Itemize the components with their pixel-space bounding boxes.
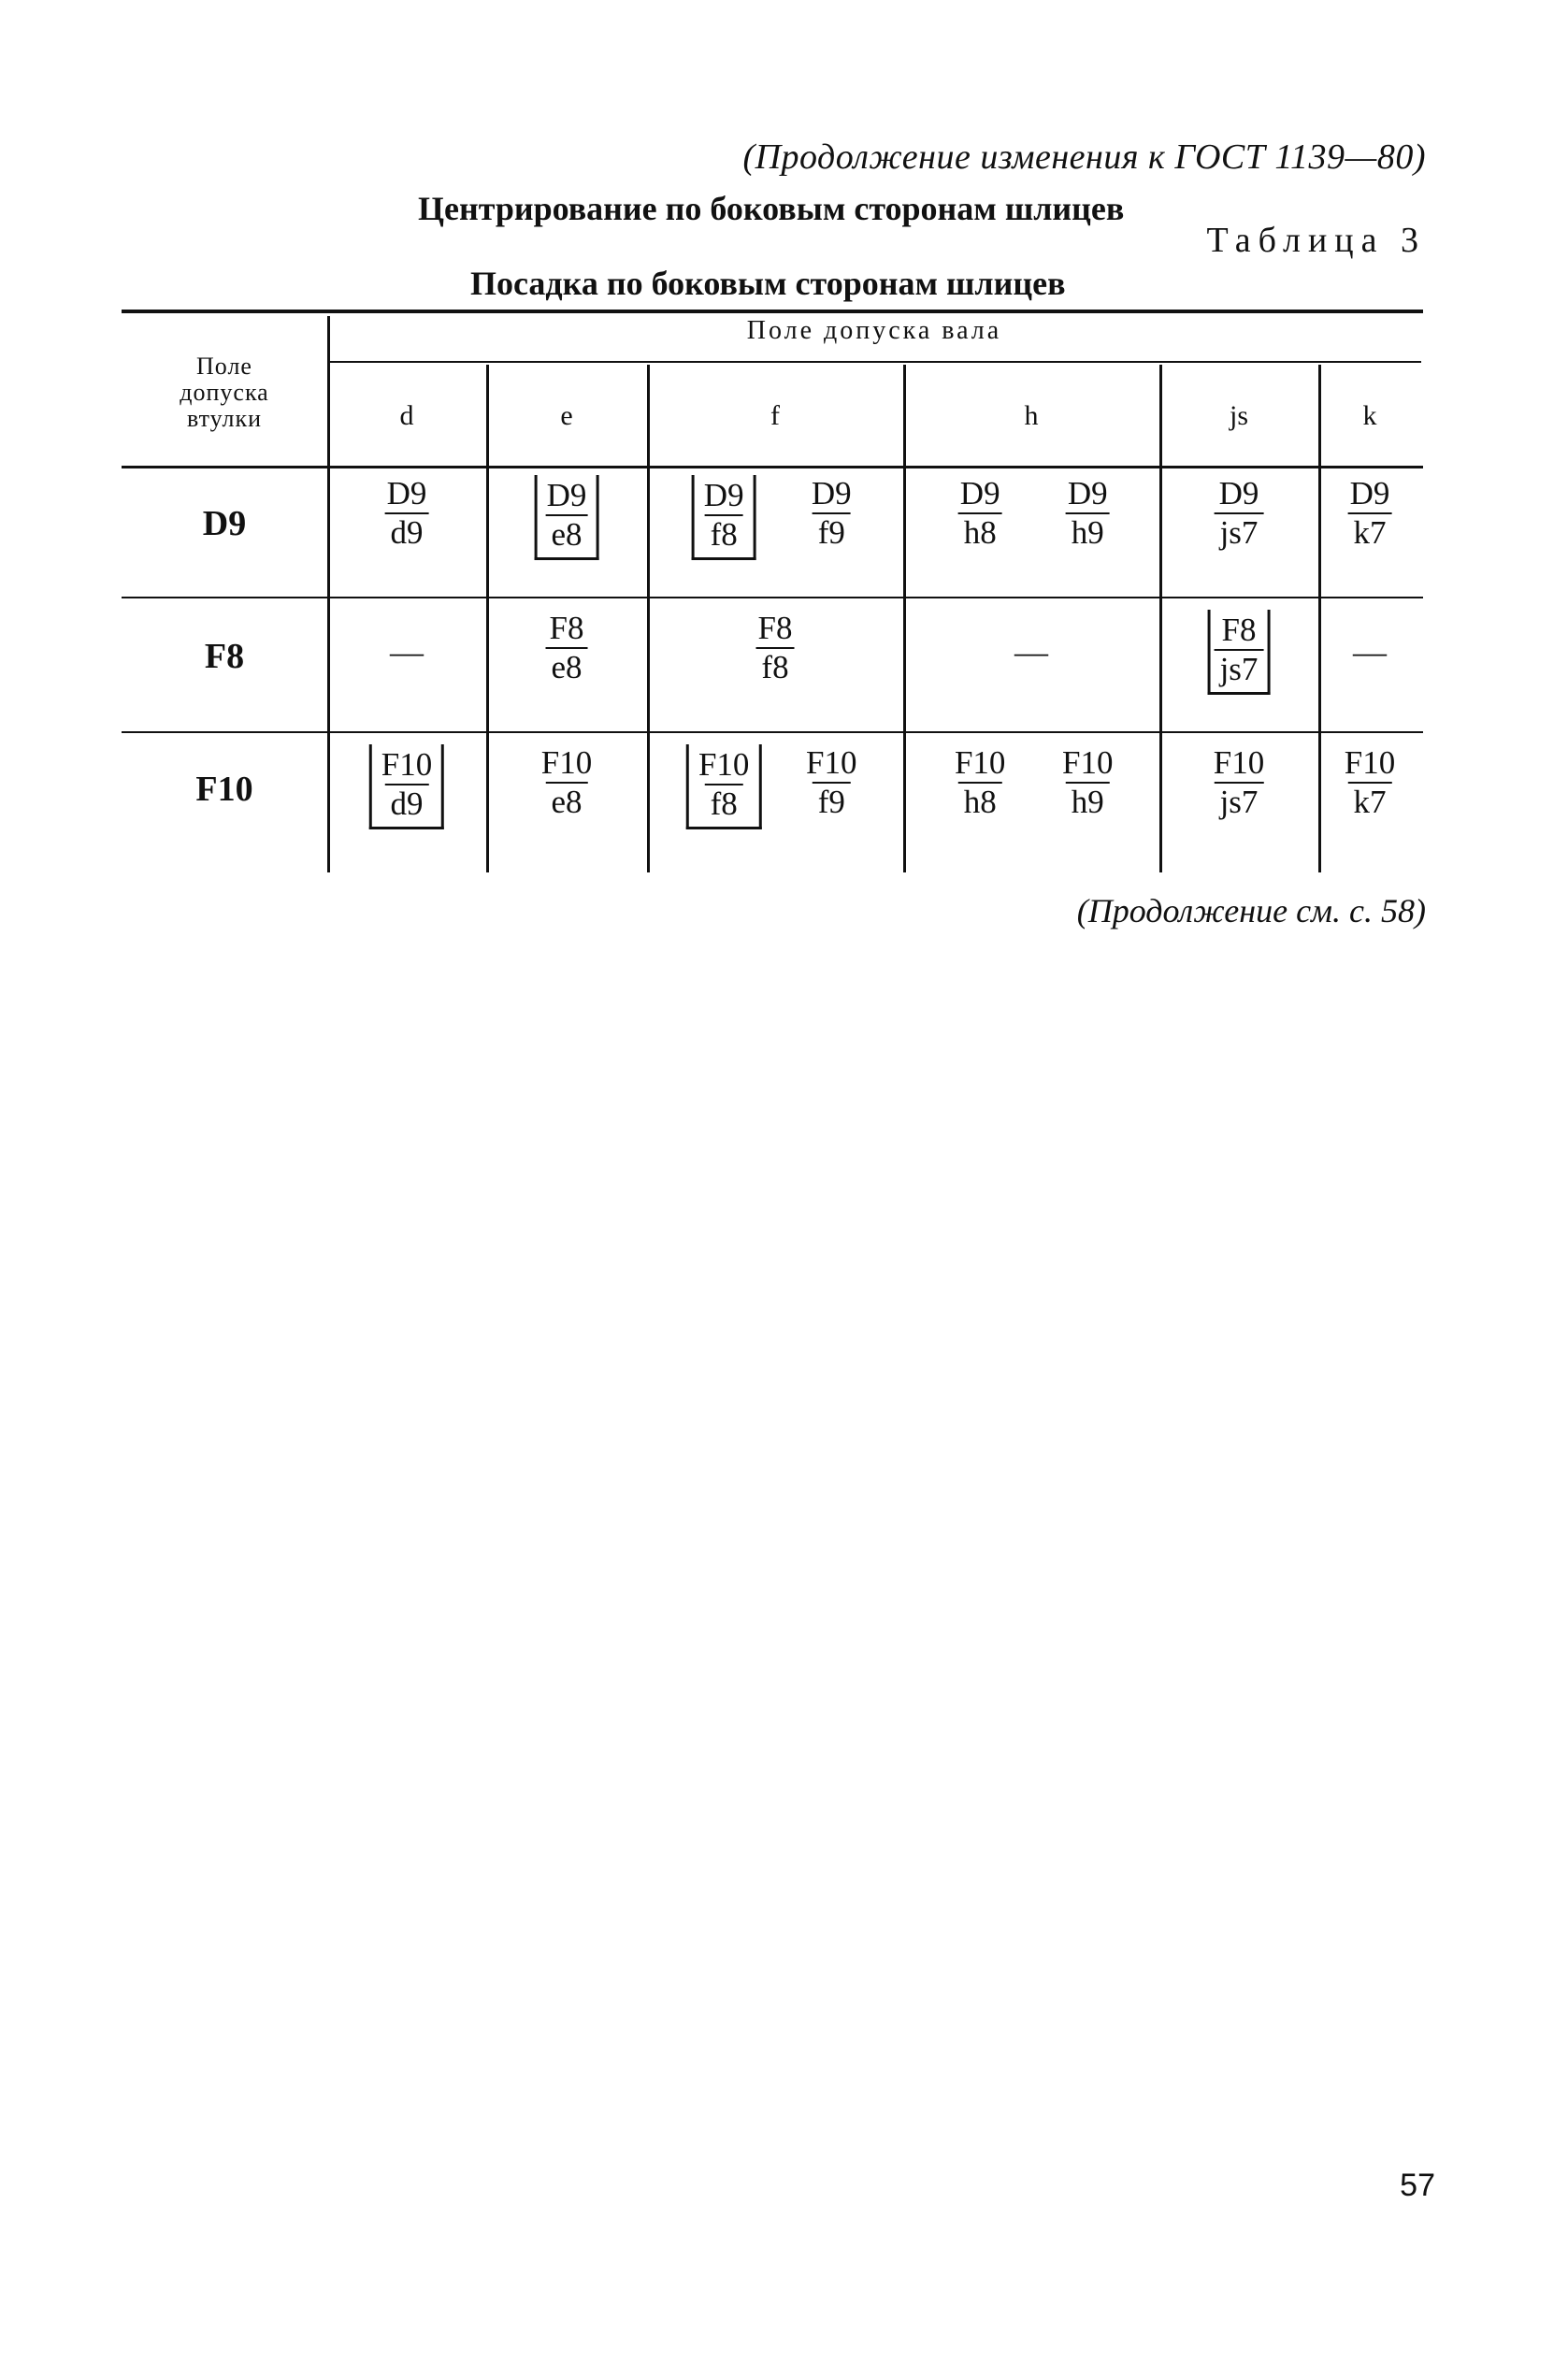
fit-fraction bbox=[1339, 744, 1401, 821]
fit-hole-tolerance: F10 bbox=[1213, 744, 1265, 781]
preferred-fit-box bbox=[369, 744, 444, 829]
fit-hole-tolerance: D9 bbox=[1067, 475, 1108, 512]
hub-tolerance-header-line: допуска bbox=[180, 379, 269, 406]
fit-shaft-tolerance: h8 bbox=[958, 512, 1002, 552]
column-label-e: e bbox=[560, 400, 573, 431]
column-label-k: k bbox=[1362, 400, 1377, 431]
header-note: (Продолжение изменения к ГОСТ 1139—80) bbox=[742, 137, 1426, 177]
empty-cell-dash: — bbox=[1014, 633, 1048, 670]
fit-hole-tolerance: D9 bbox=[546, 477, 587, 513]
fit-hole-tolerance: D9 bbox=[1218, 475, 1259, 512]
body-left-divider bbox=[327, 468, 330, 872]
fit-hole-tolerance: F8 bbox=[549, 610, 584, 646]
fit-shaft-tolerance: e8 bbox=[545, 514, 587, 554]
fit-shaft-tolerance: f8 bbox=[755, 647, 794, 686]
empty-cell-dash: — bbox=[1353, 633, 1387, 670]
table-number: Таблица 3 bbox=[1206, 221, 1426, 260]
fit-fraction bbox=[544, 610, 590, 686]
column-label-d: d bbox=[399, 400, 414, 431]
empty-cell-dash: — bbox=[390, 633, 424, 670]
fit-fraction bbox=[955, 475, 1006, 552]
column-divider bbox=[486, 365, 489, 872]
fit-fraction bbox=[806, 475, 857, 552]
shaft-header-rule bbox=[327, 361, 1421, 363]
fit-fraction bbox=[949, 744, 1011, 821]
fit-hole-tolerance: F10 bbox=[1344, 744, 1396, 781]
column-divider bbox=[1159, 365, 1162, 872]
fit-shaft-tolerance: k7 bbox=[1348, 782, 1392, 821]
fit-shaft-tolerance: js7 bbox=[1215, 649, 1264, 688]
fit-shaft-tolerance: js7 bbox=[1215, 512, 1264, 552]
row-label-D9: D9 bbox=[202, 504, 247, 543]
fit-shaft-tolerance: js7 bbox=[1215, 782, 1264, 821]
page-number: 57 bbox=[1400, 2168, 1435, 2203]
fit-hole-tolerance: D9 bbox=[1349, 475, 1390, 512]
fit-fraction bbox=[1062, 475, 1114, 552]
fit-shaft-tolerance: h9 bbox=[1066, 512, 1110, 552]
column-divider bbox=[647, 365, 650, 872]
section-title: Центрирование по боковым сторонам шлицев bbox=[418, 190, 1125, 227]
fit-fraction bbox=[381, 475, 433, 552]
row-label-F10: F10 bbox=[195, 770, 253, 809]
column-label-h: h bbox=[1024, 400, 1039, 431]
column-label-f: f bbox=[770, 400, 780, 431]
fit-fraction bbox=[1057, 744, 1118, 821]
fit-shaft-tolerance: d9 bbox=[385, 512, 429, 552]
fit-shaft-tolerance: f8 bbox=[705, 784, 743, 823]
fit-shaft-tolerance: e8 bbox=[545, 647, 587, 686]
hub-tolerance-header-line: Поле bbox=[196, 353, 252, 380]
fit-shaft-tolerance: h9 bbox=[1066, 782, 1110, 821]
fit-fraction bbox=[1208, 744, 1270, 821]
column-divider bbox=[903, 365, 906, 872]
fit-hole-tolerance: D9 bbox=[386, 475, 427, 512]
preferred-fit-box bbox=[692, 475, 756, 560]
fit-shaft-tolerance: f8 bbox=[705, 514, 743, 554]
fit-hole-tolerance: D9 bbox=[703, 477, 744, 513]
table-top-rule bbox=[122, 310, 1423, 313]
fit-fraction bbox=[800, 744, 862, 821]
fit-hole-tolerance: F8 bbox=[1221, 612, 1257, 648]
fit-fraction bbox=[753, 610, 798, 686]
fit-fraction bbox=[1345, 475, 1396, 552]
fit-fraction bbox=[1214, 475, 1265, 552]
header-bottom-rule bbox=[122, 466, 1423, 468]
fit-shaft-tolerance: f9 bbox=[813, 512, 851, 552]
table-caption: Посадка по боковым сторонам шлицев bbox=[470, 265, 1066, 302]
hub-tolerance-header-line: втулки bbox=[186, 405, 263, 432]
preferred-fit-box bbox=[686, 744, 761, 829]
row-label-F8: F8 bbox=[204, 637, 245, 676]
column-divider bbox=[1318, 365, 1321, 872]
fit-hole-tolerance: F8 bbox=[757, 610, 793, 646]
fit-hole-tolerance: D9 bbox=[811, 475, 852, 512]
fit-hole-tolerance: D9 bbox=[959, 475, 1000, 512]
fit-hole-tolerance: F10 bbox=[954, 744, 1006, 781]
fit-shaft-tolerance: h8 bbox=[958, 782, 1002, 821]
column-label-js: js bbox=[1229, 400, 1248, 431]
fit-hole-tolerance: F10 bbox=[381, 746, 433, 783]
fit-hole-tolerance: F10 bbox=[1062, 744, 1114, 781]
fit-shaft-tolerance: k7 bbox=[1348, 512, 1392, 552]
preferred-fit-box bbox=[535, 475, 599, 560]
fit-shaft-tolerance: d9 bbox=[385, 784, 429, 823]
fit-hole-tolerance: F10 bbox=[698, 746, 750, 783]
shaft-tolerance-header: Поле допуска вала bbox=[746, 316, 1002, 345]
fit-fraction bbox=[536, 744, 597, 821]
fit-hole-tolerance: F10 bbox=[540, 744, 593, 781]
fit-shaft-tolerance: f9 bbox=[813, 782, 851, 821]
fit-shaft-tolerance: e8 bbox=[545, 782, 587, 821]
footer-note: (Продолжение см. с. 58) bbox=[1076, 892, 1426, 929]
preferred-fit-box bbox=[1208, 610, 1271, 695]
fit-hole-tolerance: F10 bbox=[806, 744, 857, 781]
row-divider bbox=[122, 731, 1423, 733]
row-divider bbox=[122, 597, 1423, 598]
